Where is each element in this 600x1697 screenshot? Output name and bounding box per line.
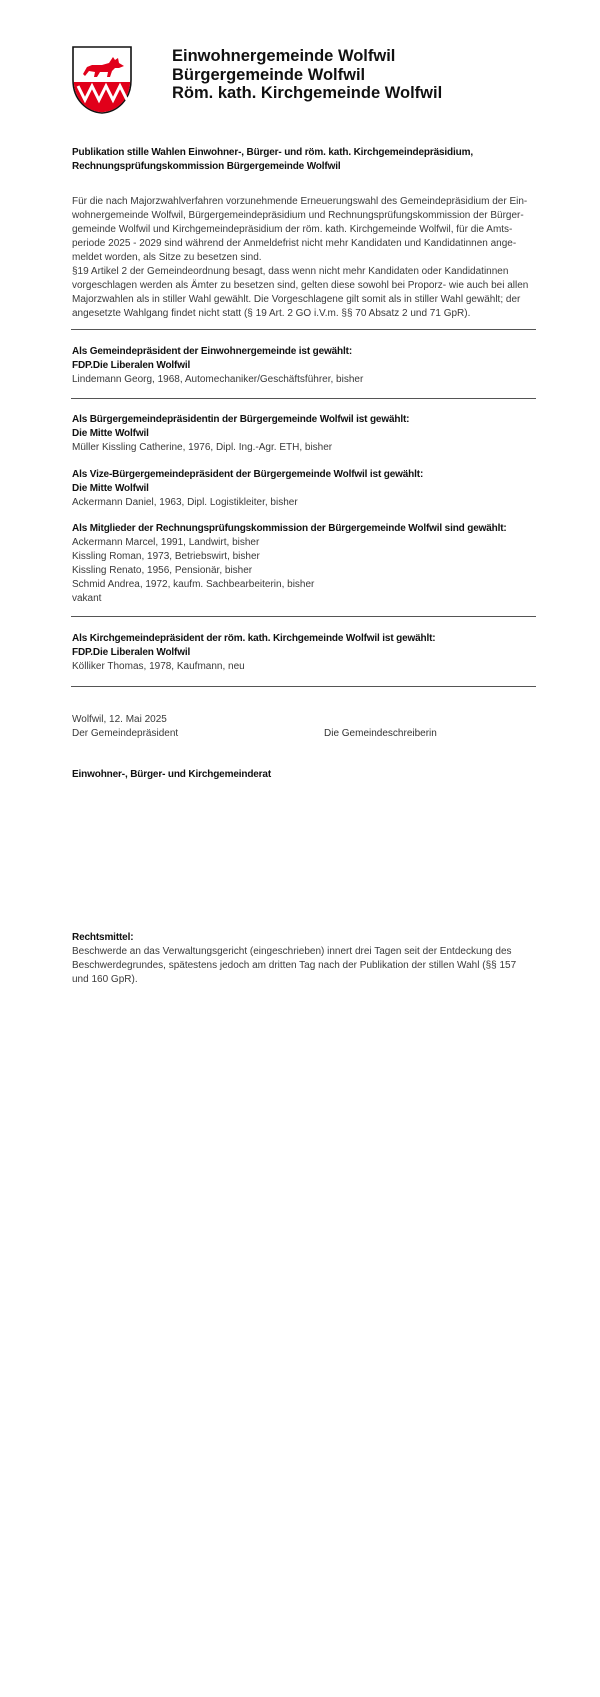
divider: [71, 686, 536, 687]
elected-person: Müller Kissling Catherine, 1976, Dipl. Ing.-Agr. ETH, bisher: [72, 442, 333, 453]
intro-paragraph: [72, 195, 536, 321]
place-date: Wolfwil, 12. Mai 2025: [72, 714, 167, 725]
election-heading: Als Gemeindepräsident der Einwohnergemeinde ist gewählt:: [72, 346, 352, 357]
party-name: Die Mitte Wolfwil: [72, 428, 149, 439]
legal-line: Beschwerdegrundes, spätestens jedoch am dritten Tag nach der Publikation der stillen Wahl (§§ 157: [72, 960, 517, 971]
elected-person: Lindemann Georg, 1968, Automechaniker/Geschäftsführer, bisher: [72, 374, 364, 385]
divider: [71, 398, 536, 399]
election-kirchgemeinde: [72, 632, 536, 674]
intro-line: periode 2025 - 2029 sind während der Anmeldefrist nicht mehr Kandidaten und Kandidatinnen ange-: [72, 238, 517, 249]
organization-names: [172, 47, 582, 103]
legal-line: und 160 GpR).: [72, 974, 138, 985]
council-name: Einwohner-, Bürger- und Kirchgemeinderat: [72, 769, 272, 780]
signature-block: [72, 713, 536, 741]
wolfwil-crest-logo: [72, 46, 132, 114]
org-name-buergergemeinde: Bürgergemeinde Wolfwil: [172, 65, 366, 84]
legal-remedy: [72, 931, 536, 987]
party-name: FDP.Die Liberalen Wolfwil: [72, 360, 191, 371]
intro-line: Für die nach Majorzwahlverfahren vorzunehmende Erneuerungswahl des Gemeindepräsidium der Ein-: [72, 196, 528, 207]
member-item: Ackermann Marcel, 1991, Landwirt, bisher: [72, 537, 260, 548]
intro-line: vorgeschlagen werden als Ämter zu besetzen sind, gelten diese sowohl bei Proporz- wie auch bei allen: [72, 280, 529, 291]
elected-person: Kölliker Thomas, 1978, Kaufmann, neu: [72, 661, 245, 672]
intro-line: wohnergemeinde Wolfwil, Bürgergemeindepräsidium und Rechnungsprüfungskommission der Bürger-: [72, 210, 524, 221]
intro-line: Majorzwahlen als in stiller Wahl gewählt. Die Vorgeschlagene gilt somit als in stiller Wahl gewählt; der: [72, 294, 521, 305]
publication-title-line: Publikation stille Wahlen Einwohner-, Bürger- und röm. kath. Kirchgemeindepräsidium,: [72, 147, 473, 158]
elected-person: Ackermann Daniel, 1963, Dipl. Logistikleiter, bisher: [72, 497, 298, 508]
election-rechnungspruefungskommission: [72, 522, 536, 606]
member-item: Schmid Andrea, 1972, kaufm. Sachbearbeiterin, bisher: [72, 579, 315, 590]
election-heading: Als Mitglieder der Rechnungsprüfungskommission der Bürgergemeinde Wolfwil sind gewählt:: [72, 523, 507, 534]
intro-line: meldet worden, als Sitze zu besetzen sind.: [72, 252, 262, 263]
party-name: FDP.Die Liberalen Wolfwil: [72, 647, 191, 658]
party-name: Die Mitte Wolfwil: [72, 483, 149, 494]
member-item: vakant: [72, 593, 102, 604]
org-name-kirchgemeinde: Röm. kath. Kirchgemeinde Wolfwil: [172, 84, 443, 102]
election-einwohnergemeinde: [72, 345, 536, 387]
member-item: Kissling Renato, 1956, Pensionär, bisher: [72, 565, 253, 576]
election-heading: Als Kirchgemeindepräsident der röm. kath. Kirchgemeinde Wolfwil ist gewählt:: [72, 633, 436, 644]
legal-heading: Rechtsmittel:: [72, 932, 134, 943]
intro-line: gemeinde Wolfwil und Kirchgemeindepräsidium der röm. kath. Kirchgemeinde Wolfwil, für die Amts-: [72, 224, 513, 235]
election-heading: Als Vize-Bürgergemeindepräsident der Bürgergemeinde Wolfwil ist gewählt:: [72, 469, 424, 480]
signature-left-role: Der Gemeindepräsident: [72, 728, 179, 739]
divider: [71, 616, 536, 617]
election-heading: Als Bürgergemeindepräsidentin der Bürgergemeinde Wolfwil ist gewählt:: [72, 414, 410, 425]
election-buergergemeinde-praesidentin: [72, 413, 536, 455]
org-name-einwohnergemeinde: Einwohnergemeinde Wolfwil: [172, 47, 396, 65]
council-line: [72, 768, 536, 782]
publication-title-line: Rechnungsprüfungskommission Bürgergemeinde Wolfwil: [72, 161, 341, 172]
legal-line: Beschwerde an das Verwaltungsgericht (eingeschrieben) innert drei Tagen seit der Entdeckung des: [72, 946, 512, 957]
member-item: Kissling Roman, 1973, Betriebswirt, bisher: [72, 551, 260, 562]
election-buergergemeinde-vize: [72, 468, 536, 510]
signature-right-role: Die Gemeindeschreiberin: [324, 728, 437, 739]
intro-line: angesetzte Wahlgang findet nicht statt (§ 19 Art. 2 GO i.V.m. §§ 70 Absatz 2 und 71 GpR).: [72, 308, 471, 319]
intro-line: §19 Artikel 2 der Gemeindeordnung besagt, dass wenn nicht mehr Kandidaten oder Kandidatinnen: [72, 266, 509, 277]
publication-title: [72, 146, 536, 174]
divider: [71, 329, 536, 330]
